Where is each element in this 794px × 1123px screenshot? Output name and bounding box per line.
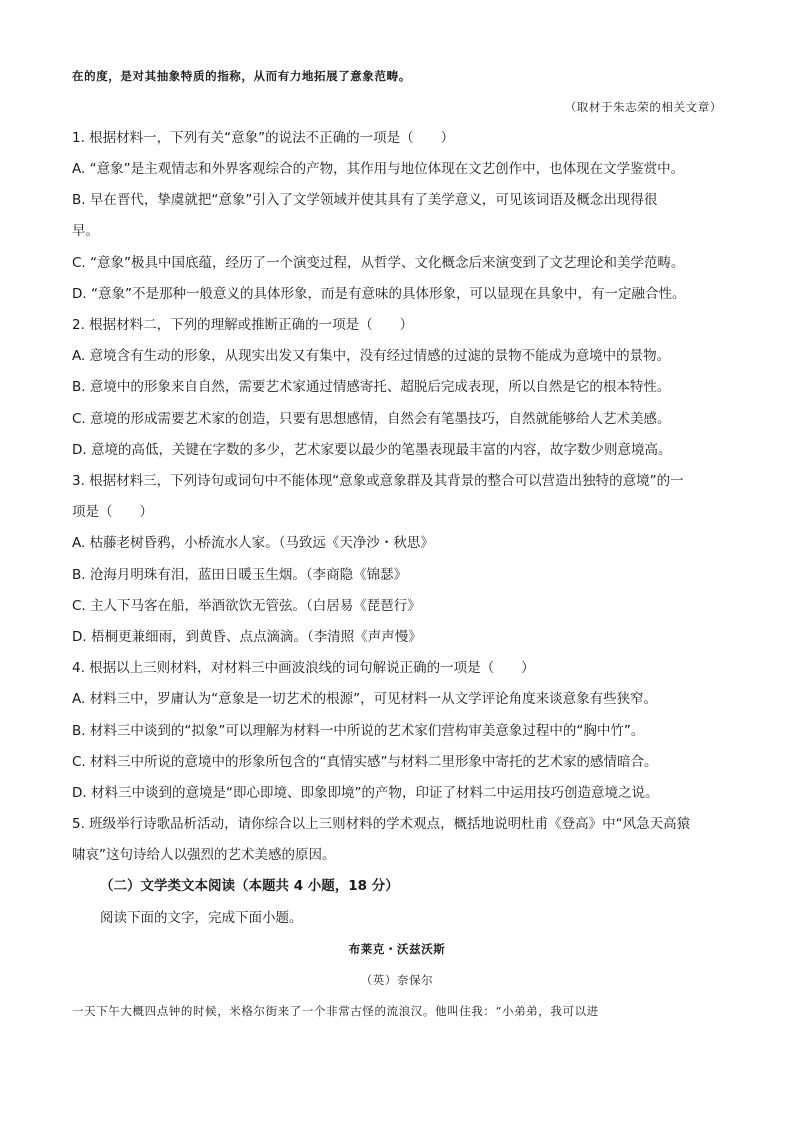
q2-option-c: C. 意境的形成需要艺术家的创造，只要有思想感情，自然会有笔墨技巧，自然就能够给人艺术美感。: [72, 411, 671, 427]
q4-option-b: B. 材料三中谈到的“拟象”可以理解为材料一中所说的艺术家们营构审美意象过程中的“胸中竹”。: [72, 723, 645, 739]
source-note: （取材于朱志荣的相关文章）: [564, 100, 722, 114]
q2-option-a: A. 意境含有生动的形象，从现实出发又有集中，没有经过情感的过滤的景物不能成为意境中的景物。: [72, 348, 671, 364]
section-instruction: 阅读下面的文字，完成下面小题。: [100, 910, 303, 926]
q1-option-c: C. “意象”极具中国底蕴，经历了一个演变过程，从哲学、文化概念后来演变到了文艺理论和美学范畴。: [72, 255, 685, 271]
q3-stem: 3. 根据材料三，下列诗句或词句中不能体现“意象或意象群及其背景的整合可以营造出独特的意境”的一: [72, 473, 684, 489]
q5-stem-cont: 啸哀”这句诗给人以强烈的艺术美感的原因。: [72, 847, 336, 863]
q4-option-a: A. 材料三中，罗庸认为“意象是一切艺术的根源”，可见材料一从文学评论角度来谈意象有些狭窄。: [72, 691, 658, 707]
q5-stem: 5. 班级举行诗歌品析活动，请你综合以上三则材料的学术观点，概括地说明杜甫《登高》中“风急天高猿: [72, 816, 691, 832]
q3-option-c: C. 主人下马客在船，举酒欲饮无管弦。（白居易《琵琶行》: [72, 598, 421, 614]
q4-stem: 4. 根据以上三则材料，对材料三中画波浪线的词句解说正确的一项是（ ）: [72, 660, 535, 676]
q3-option-d: D. 梧桐更兼细雨，到黄昏、点点滴滴。（李清照《声声慢》: [72, 629, 422, 645]
story-title: 布莱克・沃兹沃斯: [348, 942, 446, 956]
q4-option-c: C. 材料三中所说的意境中的形象所包含的“真情实感”与材料二里形象中寄托的艺术家的感情暗合。: [72, 754, 658, 770]
q2-option-d: D. 意境的高低，关键在字数的多少，艺术家要以最少的笔墨表现最丰富的内容，故字数少则意境高。: [72, 442, 672, 458]
q1-option-a: A. “意象”是主观情志和外界客观综合的产物，其作用与地位体现在文艺创作中，也体现在文学鉴赏中。: [72, 161, 685, 177]
q2-stem: 2. 根据材料二，下列的理解或推断正确的一项是（ ）: [72, 317, 414, 333]
top-line: 在的度，是对其抽象特质的指称，从而有力地拓展了意象范畴。: [72, 69, 411, 83]
q1-option-b-cont: 早。: [72, 223, 99, 239]
q4-option-d: D. 材料三中谈到的意境是“即心即境、即象即境”的产物，印证了材料二中运用技巧创造意境之说。: [72, 785, 659, 801]
q3-option-a: A. 枯藤老树昏鸦，小桥流水人家。（马致远《天净沙・秋思》: [72, 535, 434, 551]
q1-stem: 1. 根据材料一，下列有关“意象”的说法不正确的一项是（ ）: [72, 130, 455, 146]
story-author: （英）奈保尔: [360, 973, 434, 987]
q1-option-b: B. 早在晋代，挚虞就把“意象”引入了文学领域并使其具有了美学意义，可见该词语及概念出现得很: [72, 192, 658, 208]
q2-option-b: B. 意境中的形象来自自然，需要艺术家通过情感寄托、超脱后完成表现，所以自然是它的根本特性。: [72, 379, 671, 395]
q3-option-b: B. 沧海月明珠有泪，蓝田日暖玉生烟。（李商隐《锦瑟》: [72, 567, 408, 583]
q1-option-d: D. “意象”不是那种一般意义的具体形象，而是有意味的具体形象，可以显现在具象中，有一定融合性。: [72, 286, 686, 302]
q3-stem-cont: 项是（ ）: [72, 504, 153, 520]
section-title: （二）文学类文本阅读（本题共 4 小题，18 分）: [100, 878, 399, 894]
story-paragraph: 一天下午大概四点钟的时候，米格尔街来了一个非常古怪的流浪汉。他叫住我：“小弟弟，我可以进: [72, 1004, 599, 1018]
